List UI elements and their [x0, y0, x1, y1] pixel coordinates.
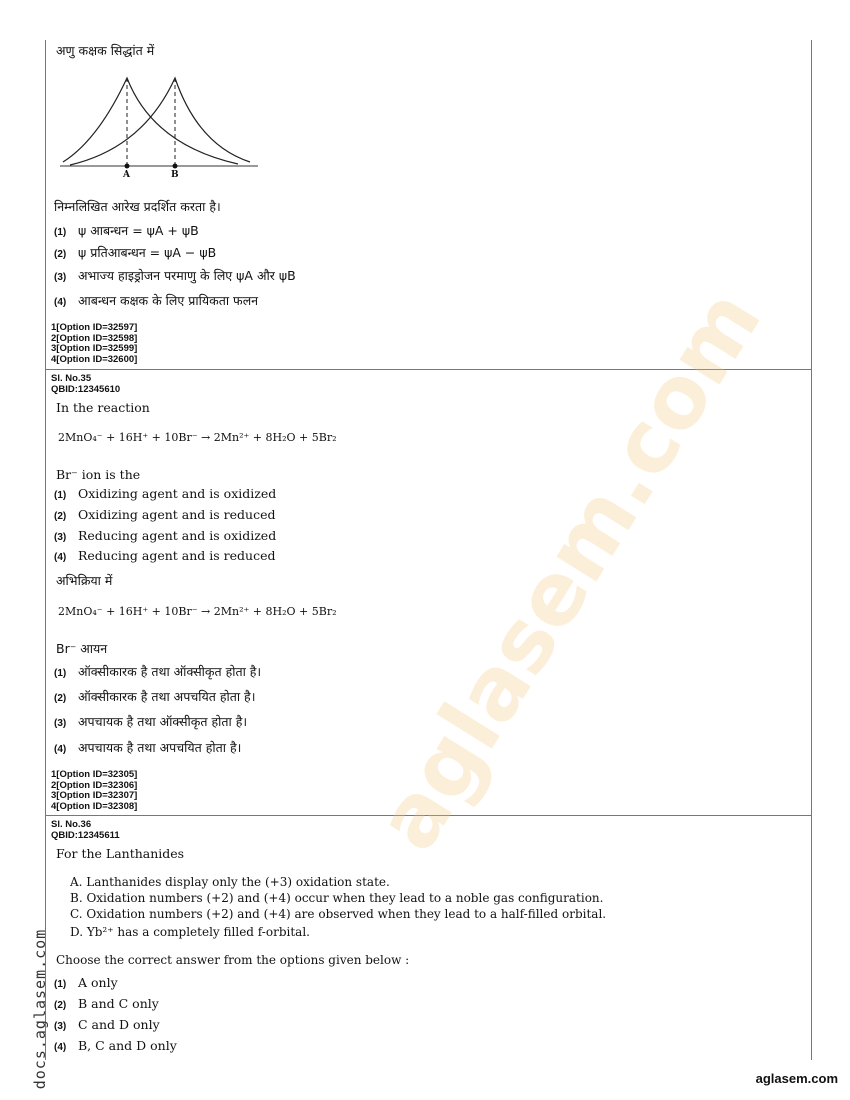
label-b: B — [171, 170, 179, 180]
q34-stem: निम्नलिखित आरेख प्रदर्शित करता है। — [54, 199, 221, 214]
q35-stem-en: Br⁻ ion is the — [56, 467, 141, 482]
brand-link[interactable]: aglasem.com — [755, 1071, 838, 1086]
orbital-curve-b — [70, 78, 250, 165]
orbital-diagram — [58, 70, 268, 185]
q35-intro-hi: अभिक्रिया में — [56, 573, 113, 588]
q34-option-3[interactable]: (3) अभाज्य हाइड्रोजन परमाणु के लिए ψA और ψB — [54, 268, 296, 283]
q35-option-1-hi[interactable]: (1) ऑक्सीकारक है तथा ऑक्सीकृत होता है। — [54, 664, 262, 679]
q35-equation-en: 2MnO₄⁻ + 16H⁺ + 10Br⁻ → 2Mn²⁺ + 8H₂O + 5Br₂ — [58, 431, 337, 444]
q35-intro-en: In the reaction — [56, 400, 150, 415]
q36-option-2[interactable]: (2) B and C only — [54, 996, 159, 1011]
q35-option-2-en[interactable]: (2) Oxidizing agent and is reduced — [54, 507, 276, 522]
q36-statement-c: C. Oxidation numbers (+2) and (+4) are observed when they lead to a half-filled orbital. — [70, 907, 607, 921]
q35-option-4-en[interactable]: (4) Reducing agent and is reduced — [54, 548, 276, 563]
side-url[interactable]: docs.aglasem.com — [31, 928, 49, 1090]
watermark: aglasem.com — [357, 272, 781, 868]
q36-choose: Choose the correct answer from the options given below : — [56, 953, 410, 967]
q34-option-ids: 1[Option ID=32597] 2[Option ID=32598] 3[Option ID=32599] 4[Option ID=32600] — [51, 322, 138, 365]
q35-option-4-hi[interactable]: (4) अपचायक है तथा अपचयित होता है। — [54, 740, 242, 755]
q35-option-2-hi[interactable]: (2) ऑक्सीकारक है तथा अपचयित होता है। — [54, 689, 256, 704]
q35-stem-hi: Br⁻ आयन — [56, 641, 108, 656]
q36-statement-b: B. Oxidation numbers (+2) and (+4) occur when they lead to a noble gas configuration. — [70, 891, 604, 905]
q36-statement-d: D. Yb²⁺ has a completely filled f-orbital. — [70, 925, 310, 939]
q35-option-ids: 1[Option ID=32305] 2[Option ID=32306] 3[Option ID=32307] 4[Option ID=32308] — [51, 769, 138, 812]
q36-option-1[interactable]: (1) A only — [54, 975, 118, 990]
q36-statement-a: A. Lanthanides display only the (+3) oxidation state. — [70, 875, 390, 889]
q35-option-1-en[interactable]: (1) Oxidizing agent and is oxidized — [54, 486, 277, 501]
orbital-curve-a — [63, 78, 238, 164]
q36-option-3[interactable]: (3) C and D only — [54, 1017, 160, 1032]
q34-option-1[interactable]: (1) ψ आबन्धन = ψA + ψB — [54, 223, 199, 238]
q35-option-3-en[interactable]: (3) Reducing agent and is oxidized — [54, 528, 277, 543]
q35-header: Sl. No.35 QBID:12345610 — [51, 373, 121, 395]
q35-equation-hi: 2MnO₄⁻ + 16H⁺ + 10Br⁻ → 2Mn²⁺ + 8H₂O + 5Br₂ — [58, 605, 337, 618]
q36-intro: For the Lanthanides — [56, 846, 185, 861]
q34-option-4[interactable]: (4) आबन्धन कक्षक के लिए प्रायिकता फलन — [54, 293, 259, 308]
q34-option-2[interactable]: (2) ψ प्रतिआबन्धन = ψA − ψB — [54, 245, 217, 260]
label-a: A — [123, 170, 130, 180]
q34-intro: अणु कक्षक सिद्धांत में — [56, 43, 155, 58]
q36-option-4[interactable]: (4) B, C and D only — [54, 1038, 177, 1053]
nucleus-a — [125, 164, 130, 169]
nucleus-b — [173, 164, 178, 169]
q36-header: Sl. No.36 QBID:12345611 — [51, 819, 120, 841]
q35-option-3-hi[interactable]: (3) अपचायक है तथा ऑक्सीकृत होता है। — [54, 714, 248, 729]
